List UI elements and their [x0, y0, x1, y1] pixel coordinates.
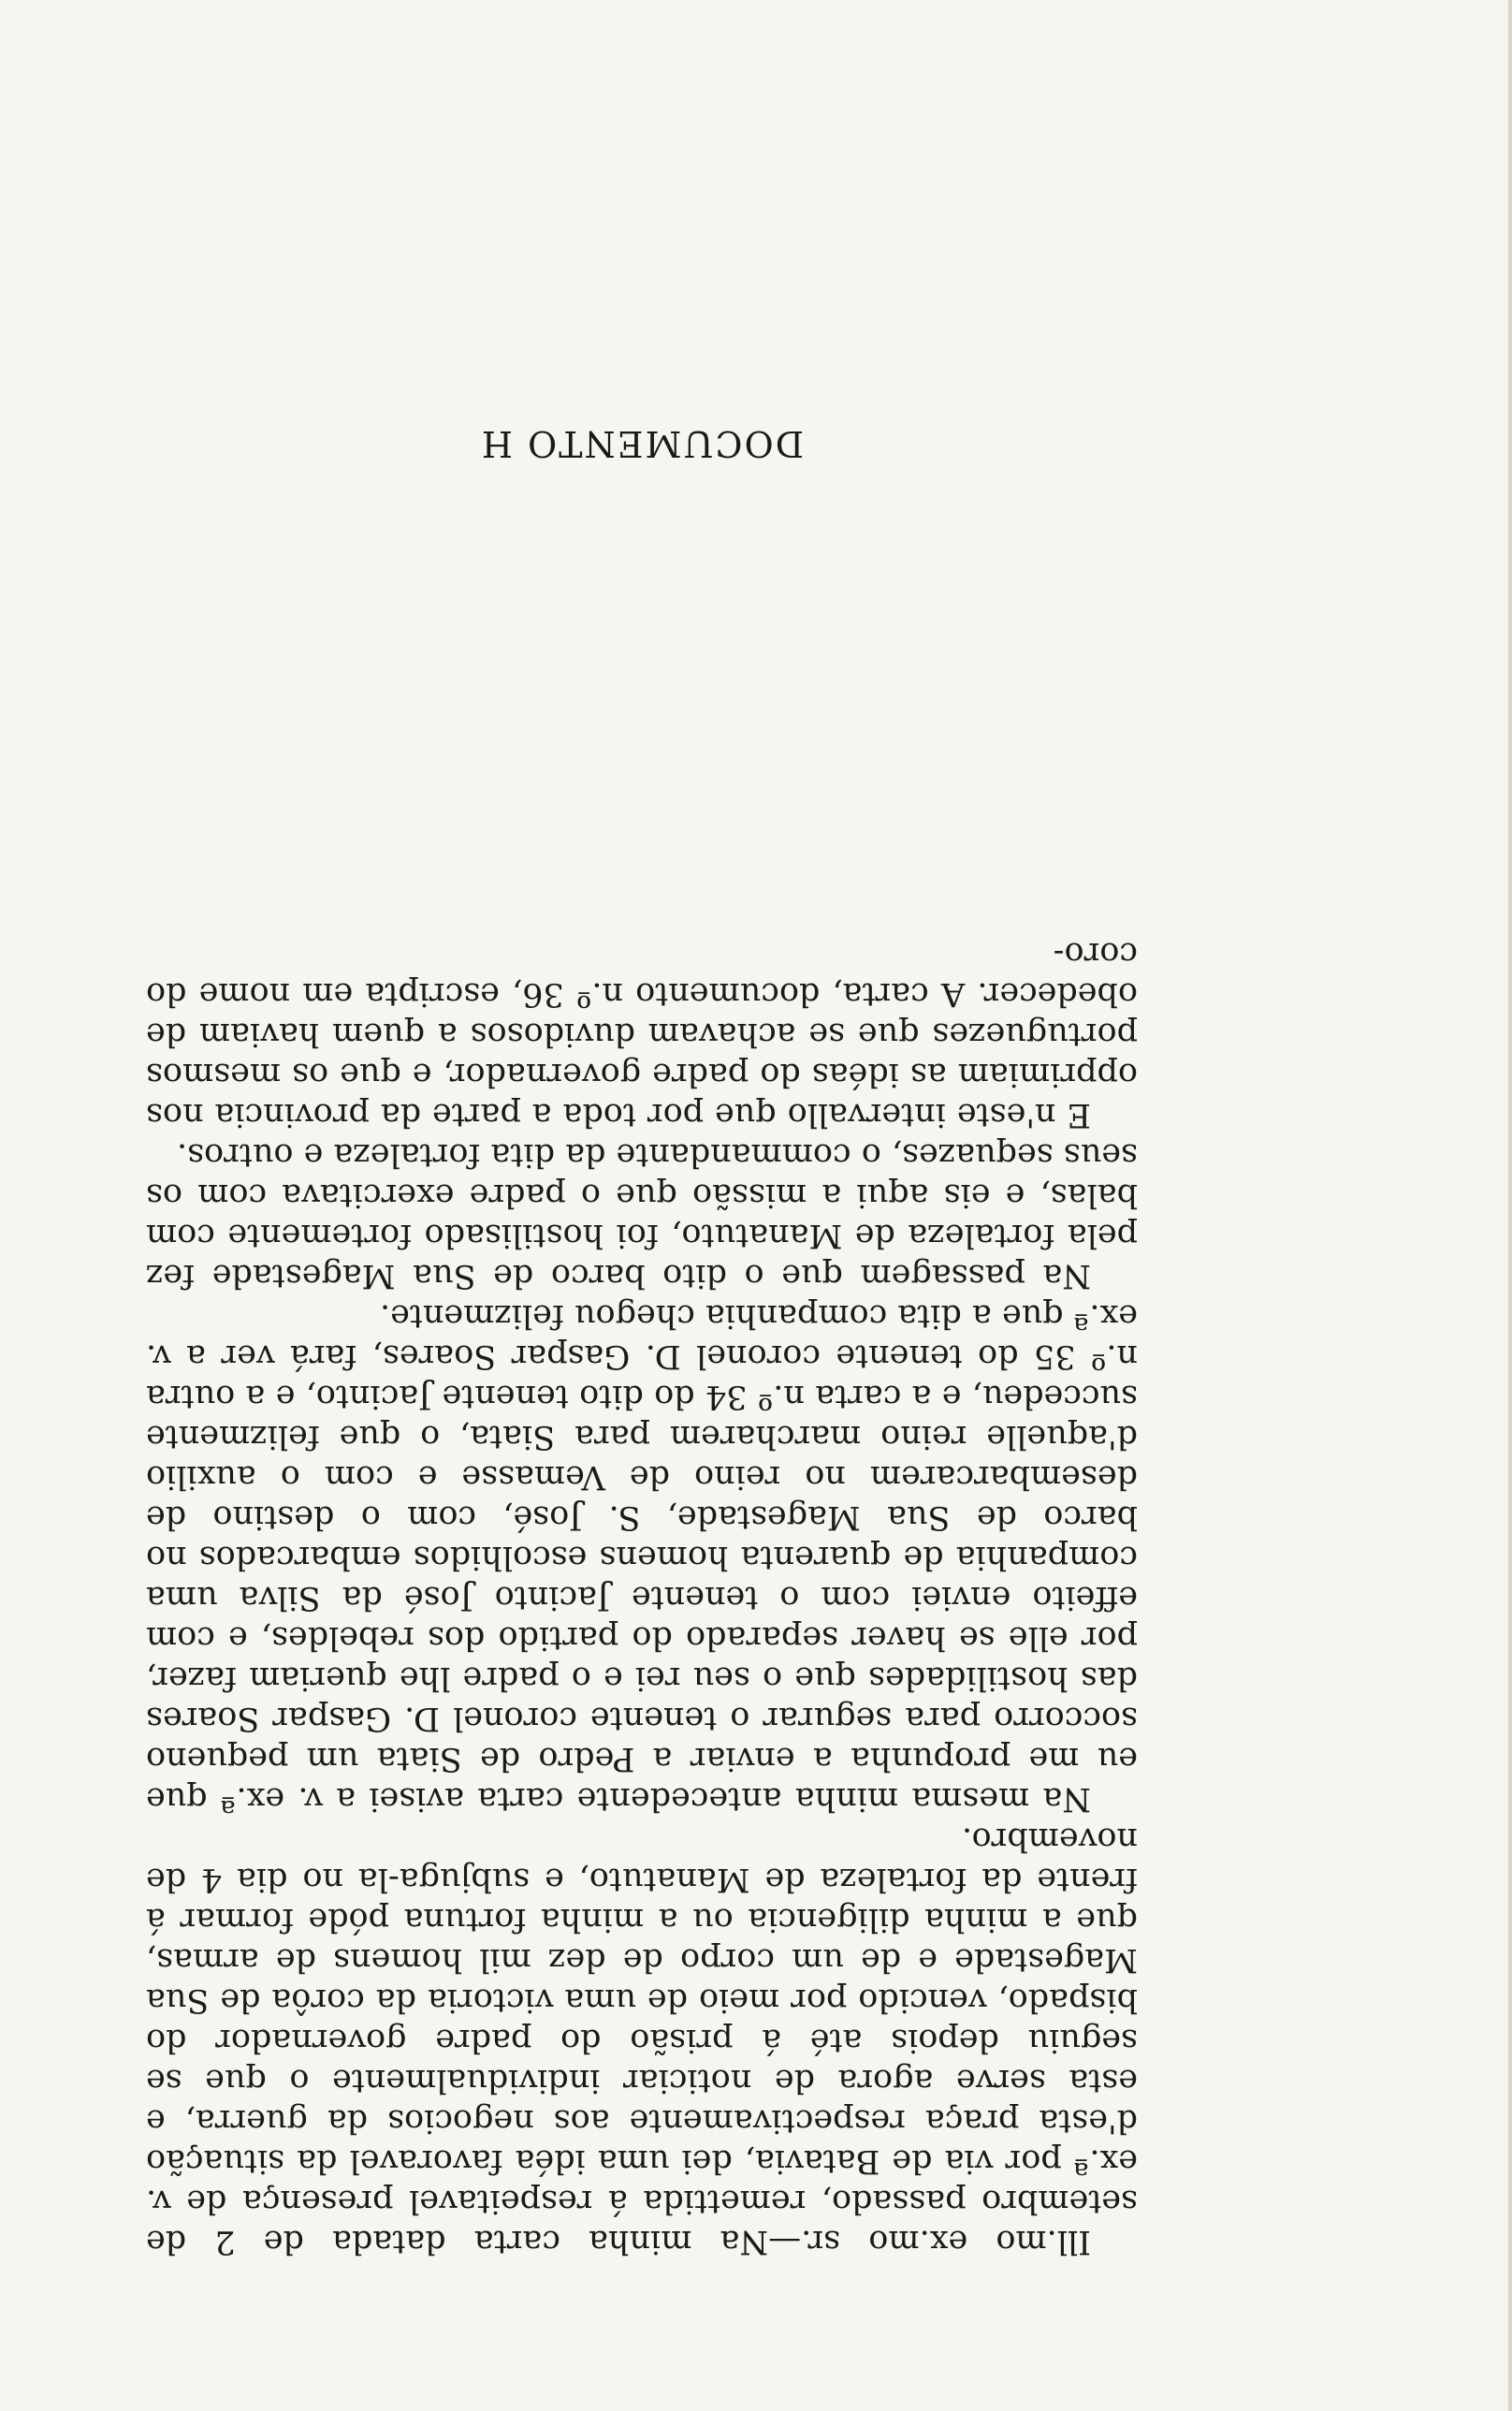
paragraph-2: Na mesma minha antecedente carta avisei a v. ex.ª que eu me propunha a enviar a Pedro de Siata um pequeno soccorro para segurar o tenente coronel D. Gaspar Soares das hostilidades que o seu rei e o padre lhe queriam fazer, por elle se haver separado do partido dos rebeldes, e com effeito enviei com o tenente Jacinto José da Silva uma companhia de quarenta homens escolhidos embarcados no barco de Sua Magestade, S. José, com o destino de desembarcarem no reino de Vemasse e com o auxilio d'aquelle reino marcharem para Siata, o que felizmente succedeu, e a carta n.º 34 do dito tenente Jacinto, e a outra n.º 35 do tenente coronel D. Gaspar Soares, fará ver a v. ex.ª que a dita companhia chegou felizmente.: [146, 1297, 1138, 1818]
page-edge: [1508, 0, 1512, 2411]
paragraph-3: Na passagem que o dito barco de Sua Magestade fez pela fortaleza de Manatuto, foi hostilisado fortemente com balas, e eis aqui a missão que o padre exercitava com os seus sequazes, o commandante da dita fortaleza e outros.: [146, 1136, 1138, 1294]
paragraph-4: E n'este intervallo que por toda a parte da provincia nos opprimiam as idéas do padre governador, e que os mesmos portuguezes que se achavam duvidosos a quem haviam de obedecer. A carta, documento n.º 36, escripta em nome do coro-: [146, 935, 1138, 1133]
document-heading: DOCUMENTO H: [479, 423, 805, 464]
body-text: [146, 933, 1138, 2261]
paragraph-1: Ill.mo ex.mo sr.—Na minha carta datada de 2 de setembro passado, remettida á respeitavel presença de v. ex.ª por via de Batavia, dei uma idéa favoravel da situação d'esta praça respectivamente aos negocios da guerra, e esta serve agora de noticiar individualmente o que se seguiu depois até á prisão do padre governador do bispado, vencido por meio de uma victoria da corôa de Sua Magestade e de um corpo de dez mil homens de armas, que a minha diligencia ou a minha fortuna póde formar á frente da fortaleza de Manatuto, e subjuga-la no dia 4 de novembro.: [146, 1820, 1138, 2260]
